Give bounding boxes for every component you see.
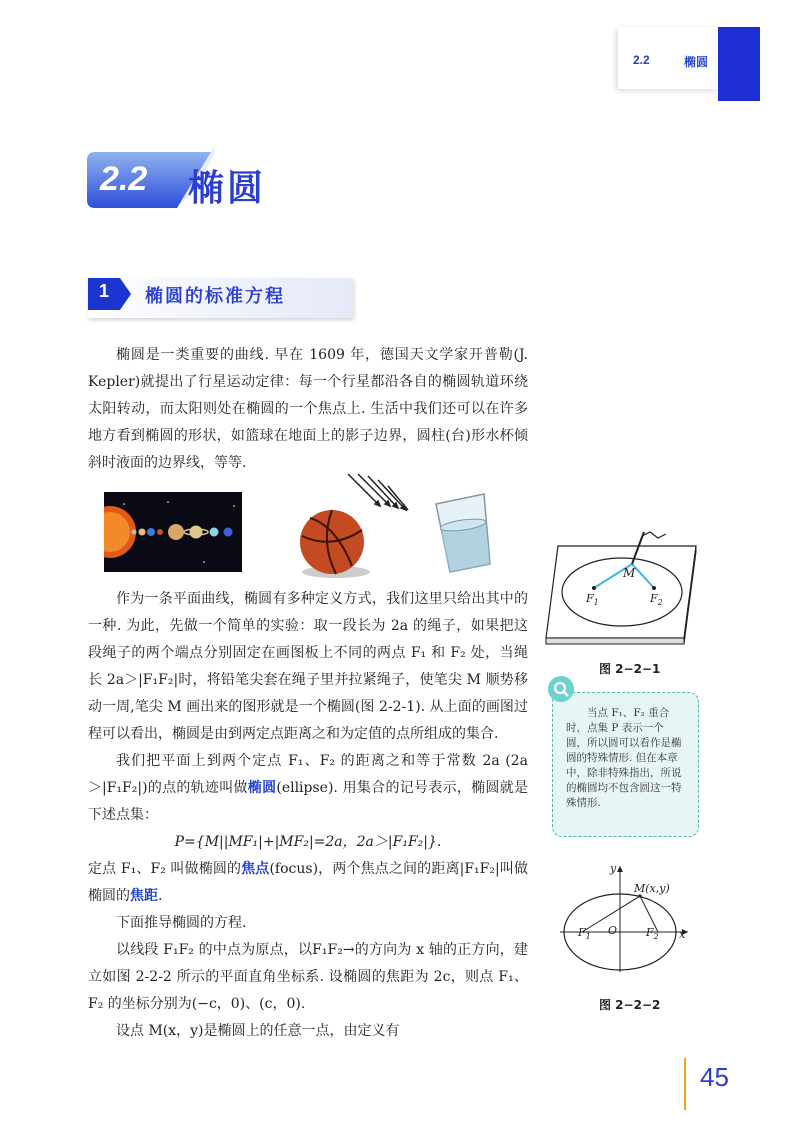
section-number: 1 <box>99 281 110 301</box>
term-ellipse: 椭圆 <box>247 780 277 796</box>
fig1-label-F2-letter: F <box>650 592 658 605</box>
fig2-label-F2-sub: 2 <box>653 932 659 942</box>
fig1-label-F2-sub: 2 <box>657 598 663 608</box>
fig2-label-O: O <box>608 924 618 937</box>
para4-part-c: . <box>158 888 163 904</box>
paragraph-coordinate-system: 以线段 F₁F₂ 的中点为原点，以F₁F₂→的方向为 x 轴的正方向，建立如图 2-2-2 所示的平面直角坐标系. 设椭圆的焦距为 2c，则点 F₁、F₂ 的坐标分别为(−c，0)、(c，0). <box>88 942 528 1012</box>
fig2-label-F1-sub: 1 <box>585 932 591 942</box>
section-number-badge <box>88 278 132 310</box>
fig1-label-F1-sub: 1 <box>593 598 599 608</box>
fig1-label-M: M <box>623 566 636 580</box>
fig2-label-x: x <box>679 928 686 941</box>
set-formula: P={M||MF₁|+|MF₂|=2a，2a＞|F₁F₂|}. <box>174 834 442 850</box>
fig2-label-y: y <box>610 862 617 875</box>
term-focal-distance: 焦距 <box>130 888 158 904</box>
fig2-label-F2 <box>646 926 659 941</box>
page-number: 45 <box>700 1062 729 1092</box>
fig1-label-F2 <box>650 592 663 607</box>
paragraph-definition-experiment: 作为一条平面曲线，椭圆有多种定义方式，我们这里只给出其中的一种. 为此，先做一个简单的实验：取一段长为 2a 的绳子，如果把这段绳子的两个端点分别固定在画图板上不同的两点 F₁ 和 F₂ 处，当绳长 2a＞|F₁F₂|时，将铅笔尖套在绳子里并拉紧绳子，使笔尖 M 顺势移动一周,笔尖 M 画出来的图形就是一个椭圆(图 2-2-1). 从上面的画图过程可以看出，椭圆是由到两定点距离之和为定值的点所组成的集合. <box>88 591 528 742</box>
fig1-caption: 图 2−2−1 <box>599 662 661 676</box>
chapter-title: 椭圆 <box>188 168 267 209</box>
para3-part-b: (ellipse). 用集合的记号表示，椭圆就是下述点集： <box>88 780 528 823</box>
para4-part-a: 定点 F₁、F₂ 叫做椭圆的 <box>88 861 242 877</box>
figure-2-2-2 <box>560 860 694 976</box>
intro-text: 椭圆是一类重要的曲线. 早在 1609 年，德国天文学家开普勒(J. Kepler)就提出了行星运动定律：每一个行星都沿各自的椭圆轨道环绕太阳转动，而太阳则处在椭圆的一个焦点上. 生活中我们还可以在许多地方看到椭圆的形状，如篮球在地面上的影子边界，圆柱(台)形水杯倾斜时液面的边界线，等等. <box>88 347 528 471</box>
para4-part-b: (focus)，两个焦点之间的距离|F₁F₂|叫做椭圆的 <box>88 861 528 904</box>
header-section-number: 2.2 <box>633 53 650 67</box>
paragraph-focus-definition <box>88 856 528 910</box>
note-text: 当点 F₁、F₂ 重合时，点集 P 表示一个圆，所以圆可以看作是椭圆的特殊情形. 但在本章中，除非特殊指出，所说的椭圆均不包含圆这一特殊情形. <box>566 707 682 809</box>
paragraph-ellipse-definition <box>88 748 528 829</box>
fig2-label-M: M(x,y) <box>634 882 670 895</box>
paragraph-derive: 下面推导椭圆的方程. <box>116 915 247 931</box>
magnifier-icon <box>548 676 574 702</box>
main-text <box>88 586 528 1045</box>
para3-part-a: 我们把平面上到两个定点 F₁、F₂ 的距离之和等于常数 2a (2a＞|F₁F₂|)的点的轨迹叫做 <box>88 753 528 796</box>
fig2-label-F2-letter: F <box>646 926 654 939</box>
fig1-label-F1 <box>586 592 599 607</box>
section-title: 椭圆的标准方程 <box>145 286 285 307</box>
chapter-number: 2.2 <box>100 160 148 198</box>
paragraph-point-m: 设点 M(x，y)是椭圆上的任意一点，由定义有 <box>116 1023 400 1039</box>
fig1-label-F1-letter: F <box>586 592 594 605</box>
page-number-divider <box>684 1058 686 1110</box>
intro-paragraph <box>88 342 528 477</box>
solar-system-image <box>104 492 242 572</box>
fig2-label-F1 <box>578 926 591 941</box>
header-section-title: 椭圆 <box>684 55 709 69</box>
fig2-caption: 图 2−2−2 <box>599 998 661 1012</box>
basketball-image <box>296 470 416 580</box>
figure-2-2-1 <box>540 528 700 648</box>
term-focus: 焦点 <box>241 861 270 877</box>
header-color-block <box>718 27 760 101</box>
fig2-label-F1-letter: F <box>578 926 586 939</box>
water-glass-image <box>428 492 500 578</box>
